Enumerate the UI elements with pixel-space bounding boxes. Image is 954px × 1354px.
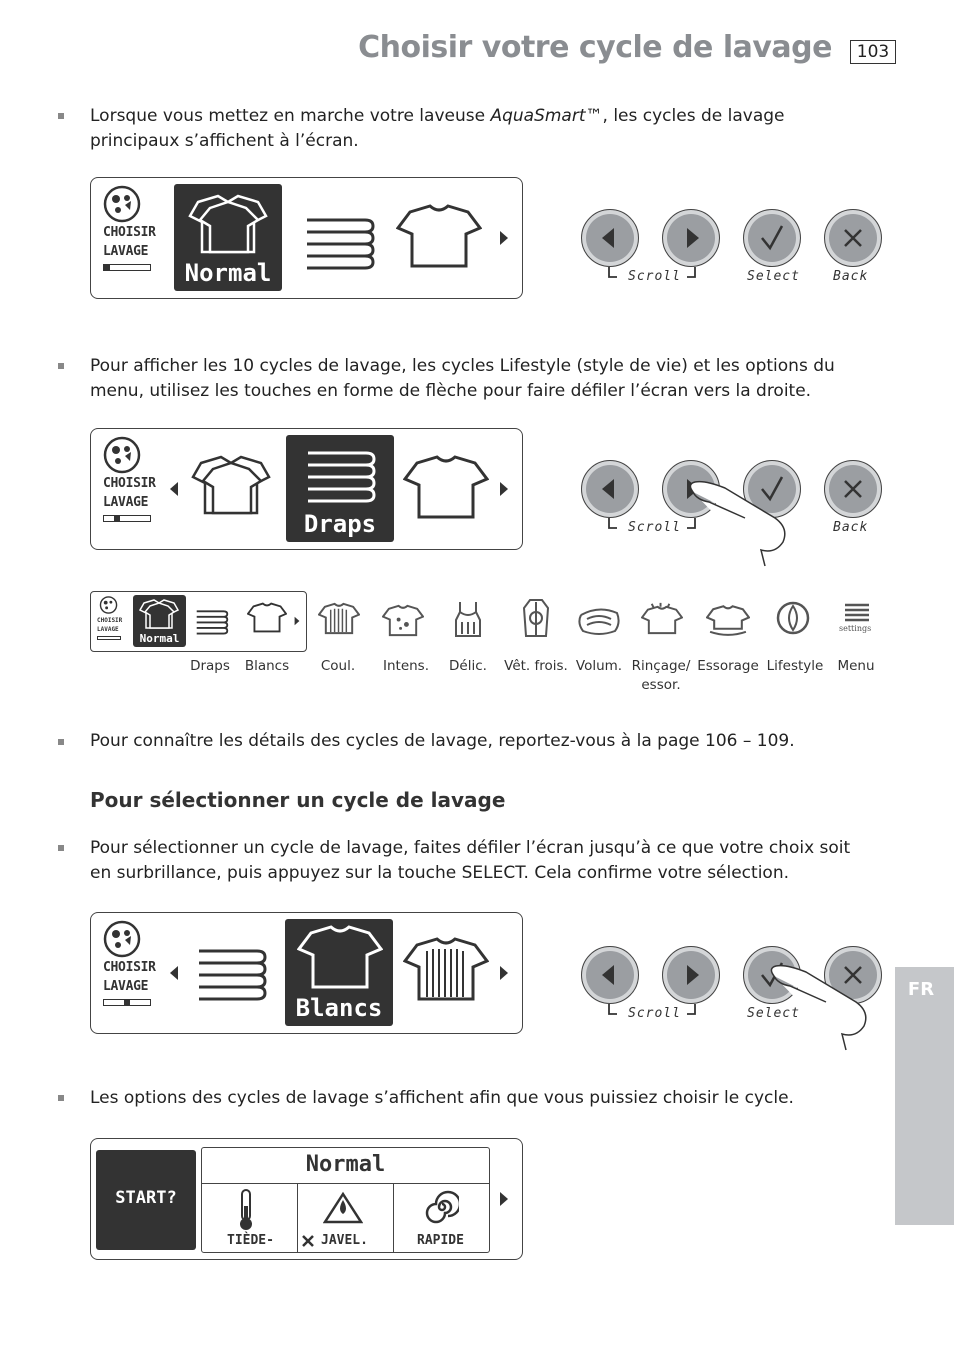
finger-pointer-icon [685,478,795,568]
colors-icon [318,600,360,638]
delicates-icon [452,600,484,638]
whites-tshirt-icon [297,925,383,991]
bleach-option[interactable] [297,1184,394,1252]
cycle-label: Draps [190,658,230,674]
highlight-label: Normal [184,259,272,287]
scroll-left-button[interactable] [581,209,639,267]
menu-line2: LAVAGE [103,495,149,510]
settings-icon-text: settings [839,624,872,633]
menu-line1: CHOISIR [103,960,156,975]
scroll-label: Scroll [628,520,681,535]
page-title: Choisir votre cycle de lavage [358,30,832,65]
start-prompt [96,1150,196,1250]
menu-progress-bar [103,515,151,522]
normal-cycle-icon [139,599,180,630]
cycle-label: Menu [837,658,875,674]
whites-tshirt-icon [247,602,287,634]
normal-cycle-icon [191,455,277,521]
spiral-icon [425,1190,459,1224]
paragraph-intro [90,104,860,154]
bullet [58,113,64,119]
scroll-label: Scroll [628,1006,681,1021]
menu-icon [843,603,871,623]
language-tab [895,967,954,1225]
menu-progress-bar [103,999,151,1006]
choose-wash-icon [103,920,143,962]
intro-text-end: , les cycles de lavage principaux s’affichent à l’écran. [90,106,785,151]
colors-icon [403,937,489,1003]
lcd-screen-blancs [90,912,523,1034]
select-label: Select [747,1006,800,1021]
arrow-right-icon [499,1191,509,1207]
cycle-name: Normal [305,1152,386,1177]
cycle-label: Rinçage/ essor. [631,658,691,693]
intro-text: Lorsque vous mettez en marche votre laveuse [90,106,491,126]
sheets-icon [191,941,273,1003]
menu-line1: CHOISIR [103,476,156,491]
cross-icon [301,1234,315,1248]
cycle-label: Blancs [244,658,290,674]
rinse-spin-icon [641,600,683,638]
cycle-label: Vêt. frois. [504,658,568,674]
cycle-label: Essorage [697,658,759,674]
scroll-left-button[interactable] [581,946,639,1004]
bullet [58,363,64,369]
mini-highlighted-cycle [133,595,186,647]
highlighted-cycle [285,919,393,1026]
brand-name: AquaSmart™ [490,106,603,126]
scroll-right-button[interactable] [662,946,720,1004]
bullet [58,739,64,745]
back-label: Back [833,269,869,284]
temperature-label: TIÈDE- [227,1233,274,1248]
back-button[interactable] [824,460,882,518]
arrow-left-icon [169,481,179,497]
select-label: Select [747,269,800,284]
arrow-right-icon [294,616,300,626]
options-row [201,1183,490,1253]
scroll-left-button[interactable] [581,460,639,518]
bulky-icon [577,603,621,637]
paragraph-details: Pour connaître les détails des cycles de lavage, reportez-vous à la page 106 – 109. [90,731,795,751]
scroll-label: Scroll [628,269,681,284]
highlighted-cycle [174,184,282,291]
cycle-label: Intens. [382,658,430,674]
paragraph-scroll: Pour afficher les 10 cycles de lavage, les cycles Lifestyle (style de vie) et les options du menu, utilisez les touches en forme de flèche pour faire défiler l’écran vers la droite. [90,356,835,401]
bleach-icon [323,1190,363,1226]
back-button[interactable] [824,209,882,267]
mini-menu-line2: LAVAGE [97,626,119,633]
mini-highlight-label: Normal [139,632,180,645]
highlight-label: Draps [303,510,377,538]
highlight-label: Blancs [295,994,383,1022]
spin-icon [706,602,750,636]
cycle-label: Volum. [575,658,623,674]
menu-line1: CHOISIR [103,225,156,240]
sheets-icon [193,606,231,636]
mini-progress-bar [97,636,121,640]
select-button[interactable] [743,209,801,267]
back-label: Back [833,520,869,535]
bullet [58,845,64,851]
start-label[interactable]: START? [115,1188,177,1208]
lcd-screen-options [90,1138,523,1260]
finger-pointer-icon [766,962,876,1052]
lcd-screen-main [90,177,523,299]
cycle-name-box [201,1147,490,1184]
cycle-label: Coul. [320,658,356,674]
speed-option[interactable] [393,1184,489,1252]
choose-wash-icon [103,436,143,478]
cycle-label: Délic. [449,658,487,674]
arrow-right-icon [499,230,509,246]
thermometer-icon [234,1188,258,1232]
temperature-option[interactable] [202,1184,298,1252]
choose-wash-icon [103,185,143,227]
arrow-left-icon [169,965,179,981]
sheets-icon [300,443,382,505]
choose-wash-icon [99,596,119,614]
sheets-icon [299,210,381,272]
lifestyle-icon [775,600,811,636]
language-label: FR [907,979,935,1000]
menu-line2: LAVAGE [103,244,149,259]
lcd-mini-screen [90,591,307,652]
mini-menu-line1: CHOISIR [97,617,123,624]
scroll-right-button[interactable] [662,209,720,267]
normal-cycle-icon [188,194,270,256]
bleach-label: JAVEL. [321,1233,368,1248]
page-number: 103 [850,40,896,64]
highlighted-cycle [286,435,394,542]
bullet [58,1095,64,1101]
menu-line2: LAVAGE [103,979,149,994]
cycle-label: Lifestyle [766,658,824,674]
paragraph-options: Les options des cycles de lavage s’affichent afin que vous puissiez choisir le cycle. [90,1088,794,1108]
wrinkled-clothes-icon [520,598,552,640]
lcd-screen-draps [90,428,523,550]
whites-tshirt-icon [396,204,482,270]
intensive-icon [382,602,424,640]
whites-tshirt-icon [403,455,489,521]
paragraph-select: Pour sélectionner un cycle de lavage, faites défiler l’écran jusqu’à ce que votre choix soit en surbrillance, puis appuyez sur la touche SELECT. Cela confirme votre sélection. [90,838,851,883]
menu-progress-bar [103,264,151,271]
arrow-right-icon [499,481,509,497]
section-heading: Pour sélectionner un cycle de lavage [90,788,506,812]
speed-label: RAPIDE [417,1233,464,1248]
arrow-right-icon [499,965,509,981]
